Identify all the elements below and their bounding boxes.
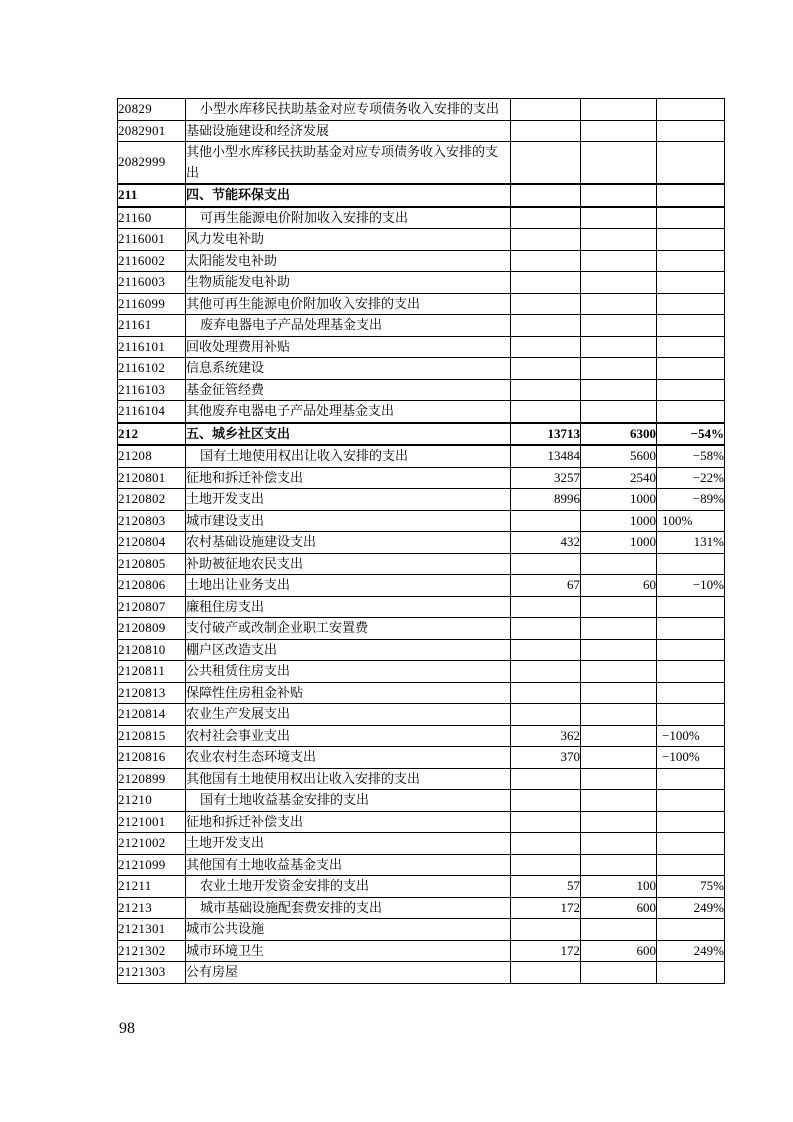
row-value2: 600	[581, 940, 657, 962]
row-value1	[511, 596, 581, 618]
row-item-name: 生物质能发电补助	[186, 272, 511, 294]
table-row	[118, 639, 725, 661]
row-code: 2116003	[118, 272, 186, 294]
row-value2: 1000	[581, 532, 657, 554]
row-percent-change	[657, 704, 725, 726]
row-value1	[511, 250, 581, 272]
table-row	[118, 876, 725, 898]
table-row	[118, 401, 725, 423]
row-item-name: 其他国有土地收益基金支出	[186, 854, 511, 876]
row-value2	[581, 293, 657, 315]
row-value2	[581, 618, 657, 640]
table-row	[118, 661, 725, 683]
row-code: 2121002	[118, 833, 186, 855]
row-code: 2121001	[118, 811, 186, 833]
table-row	[118, 575, 725, 597]
table-row	[118, 962, 725, 984]
row-value2	[581, 790, 657, 812]
row-code: 2120806	[118, 575, 186, 597]
row-value1	[511, 142, 581, 185]
row-code: 2082901	[118, 120, 186, 142]
row-code: 2120809	[118, 618, 186, 640]
row-percent-change	[657, 854, 725, 876]
table-row	[118, 184, 725, 207]
row-value2: 2540	[581, 467, 657, 489]
row-percent-change	[657, 358, 725, 380]
table-row	[118, 99, 725, 121]
row-code: 2120804	[118, 532, 186, 554]
row-value1	[511, 293, 581, 315]
row-item-name: 城市公共设施	[186, 919, 511, 941]
table-row	[118, 618, 725, 640]
row-percent-change	[657, 229, 725, 251]
row-value2: 600	[581, 897, 657, 919]
table-row	[118, 229, 725, 251]
table-row	[118, 811, 725, 833]
table-row	[118, 250, 725, 272]
row-value1	[511, 401, 581, 423]
table-row	[118, 358, 725, 380]
row-value2	[581, 229, 657, 251]
row-code: 2121303	[118, 962, 186, 984]
table-row	[118, 445, 725, 467]
row-value2	[581, 553, 657, 575]
row-percent-change	[657, 682, 725, 704]
row-code: 2120802	[118, 489, 186, 511]
row-value1: 8996	[511, 489, 581, 511]
row-code: 21160	[118, 207, 186, 229]
row-value1	[511, 768, 581, 790]
row-code: 2116102	[118, 358, 186, 380]
row-item-name: 基金征管经费	[186, 379, 511, 401]
row-percent-change: −89%	[657, 489, 725, 511]
row-value1	[511, 704, 581, 726]
row-value1	[511, 379, 581, 401]
row-percent-change	[657, 790, 725, 812]
row-percent-change	[657, 962, 725, 984]
row-item-name: 公共租赁住房支出	[186, 661, 511, 683]
row-value2	[581, 142, 657, 185]
row-percent-change	[657, 120, 725, 142]
row-value2	[581, 682, 657, 704]
row-value2	[581, 401, 657, 423]
budget-table-body	[118, 99, 725, 984]
row-value2	[581, 661, 657, 683]
row-code: 2120811	[118, 661, 186, 683]
table-row	[118, 379, 725, 401]
row-percent-change	[657, 336, 725, 358]
row-item-name: 其他国有土地使用权出让收入安排的支出	[186, 768, 511, 790]
row-percent-change	[657, 919, 725, 941]
row-item-name: 征地和拆迁补偿支出	[186, 467, 511, 489]
row-value1	[511, 919, 581, 941]
row-value1	[511, 99, 581, 121]
row-item-name: 公有房屋	[186, 962, 511, 984]
table-row	[118, 833, 725, 855]
row-value2	[581, 207, 657, 229]
row-item-name: 信息系统建设	[186, 358, 511, 380]
row-code: 2121302	[118, 940, 186, 962]
row-percent-change	[657, 272, 725, 294]
row-value1: 172	[511, 940, 581, 962]
row-code: 2120801	[118, 467, 186, 489]
row-item-name: 基础设施建设和经济发展	[186, 120, 511, 142]
page-number: 98	[119, 1020, 135, 1037]
row-value1: 57	[511, 876, 581, 898]
row-value2	[581, 315, 657, 337]
row-value2	[581, 747, 657, 769]
table-row	[118, 272, 725, 294]
row-percent-change	[657, 768, 725, 790]
row-percent-change: −54%	[657, 423, 725, 446]
row-code: 2120816	[118, 747, 186, 769]
row-value1	[511, 336, 581, 358]
row-value1	[511, 358, 581, 380]
row-item-name: 五、城乡社区支出	[186, 423, 511, 446]
row-item-name: 棚户区改造支出	[186, 639, 511, 661]
row-item-name: 城市基础设施配套费安排的支出	[186, 897, 511, 919]
row-value2	[581, 704, 657, 726]
row-percent-change: 249%	[657, 897, 725, 919]
row-percent-change: −22%	[657, 467, 725, 489]
row-value2	[581, 833, 657, 855]
row-value1	[511, 272, 581, 294]
row-item-name: 廉租住房支出	[186, 596, 511, 618]
row-value1	[511, 639, 581, 661]
table-row	[118, 897, 725, 919]
row-item-name: 小型水库移民扶助基金对应专项债务收入安排的支出	[186, 99, 511, 121]
row-code: 2120807	[118, 596, 186, 618]
row-code: 2116101	[118, 336, 186, 358]
row-percent-change	[657, 184, 725, 207]
row-value2	[581, 919, 657, 941]
row-value2	[581, 962, 657, 984]
row-item-name: 回收处理费用补贴	[186, 336, 511, 358]
row-item-name: 土地出让业务支出	[186, 575, 511, 597]
row-item-name: 征地和拆迁补偿支出	[186, 811, 511, 833]
row-item-name: 支付破产或改制企业职工安置费	[186, 618, 511, 640]
table-row	[118, 315, 725, 337]
row-code: 21213	[118, 897, 186, 919]
row-value1: 13713	[511, 423, 581, 446]
row-value1: 13484	[511, 445, 581, 467]
row-code: 2120803	[118, 510, 186, 532]
row-code: 2120815	[118, 725, 186, 747]
row-value2	[581, 336, 657, 358]
row-percent-change: −100%	[657, 725, 725, 747]
row-code: 211	[118, 184, 186, 207]
row-code: 21208	[118, 445, 186, 467]
table-row	[118, 467, 725, 489]
row-percent-change	[657, 618, 725, 640]
row-item-name: 农业生产发展支出	[186, 704, 511, 726]
row-value2	[581, 120, 657, 142]
row-item-name: 其他废弃电器电子产品处理基金支出	[186, 401, 511, 423]
row-percent-change	[657, 811, 725, 833]
row-value1: 362	[511, 725, 581, 747]
row-code: 2120810	[118, 639, 186, 661]
row-code: 2120814	[118, 704, 186, 726]
table-row	[118, 790, 725, 812]
row-item-name: 土地开发支出	[186, 489, 511, 511]
row-item-name: 农村基础设施建设支出	[186, 532, 511, 554]
row-code: 21211	[118, 876, 186, 898]
table-row	[118, 747, 725, 769]
row-value1	[511, 682, 581, 704]
row-percent-change	[657, 661, 725, 683]
row-code: 2120813	[118, 682, 186, 704]
row-value2	[581, 596, 657, 618]
table-row	[118, 682, 725, 704]
row-item-name: 城市环境卫生	[186, 940, 511, 962]
budget-table	[117, 98, 725, 984]
row-item-name: 太阳能发电补助	[186, 250, 511, 272]
row-item-name: 四、节能环保支出	[186, 184, 511, 207]
row-code: 2116103	[118, 379, 186, 401]
row-percent-change	[657, 596, 725, 618]
row-value1	[511, 854, 581, 876]
row-value2	[581, 99, 657, 121]
row-code: 2121301	[118, 919, 186, 941]
row-percent-change	[657, 207, 725, 229]
row-code: 2121099	[118, 854, 186, 876]
row-code: 2082999	[118, 142, 186, 185]
table-row	[118, 489, 725, 511]
table-row	[118, 704, 725, 726]
row-percent-change	[657, 639, 725, 661]
row-item-name: 国有土地收益基金安排的支出	[186, 790, 511, 812]
row-value2	[581, 854, 657, 876]
row-percent-change: −10%	[657, 575, 725, 597]
row-value2	[581, 272, 657, 294]
row-percent-change	[657, 833, 725, 855]
row-value1	[511, 315, 581, 337]
table-row	[118, 532, 725, 554]
table-row	[118, 919, 725, 941]
row-percent-change: 100%	[657, 510, 725, 532]
row-value2	[581, 811, 657, 833]
table-row	[118, 293, 725, 315]
row-value2	[581, 639, 657, 661]
row-value2	[581, 250, 657, 272]
row-item-name: 风力发电补助	[186, 229, 511, 251]
row-value2	[581, 725, 657, 747]
row-item-name: 国有土地使用权出让收入安排的支出	[186, 445, 511, 467]
row-code: 212	[118, 423, 186, 446]
row-value1	[511, 553, 581, 575]
row-code: 21161	[118, 315, 186, 337]
row-code: 2116099	[118, 293, 186, 315]
row-item-name: 农业土地开发资金安排的支出	[186, 876, 511, 898]
row-value1	[511, 790, 581, 812]
row-value2	[581, 358, 657, 380]
row-percent-change	[657, 553, 725, 575]
row-code: 21210	[118, 790, 186, 812]
table-row	[118, 207, 725, 229]
table-row	[118, 725, 725, 747]
table-row	[118, 423, 725, 446]
table-row	[118, 768, 725, 790]
row-code: 20829	[118, 99, 186, 121]
row-item-name: 其他小型水库移民扶助基金对应专项债务收入安排的支出	[186, 142, 511, 185]
table-row	[118, 510, 725, 532]
row-value2	[581, 184, 657, 207]
table-row	[118, 596, 725, 618]
row-item-name: 保障性住房租金补贴	[186, 682, 511, 704]
row-item-name: 农业农村生态环境支出	[186, 747, 511, 769]
row-value2: 100	[581, 876, 657, 898]
row-percent-change: 75%	[657, 876, 725, 898]
row-value1	[511, 811, 581, 833]
table-row	[118, 142, 725, 185]
row-value1	[511, 833, 581, 855]
row-percent-change	[657, 293, 725, 315]
row-percent-change: −100%	[657, 747, 725, 769]
row-percent-change	[657, 379, 725, 401]
row-percent-change	[657, 99, 725, 121]
row-code: 2116002	[118, 250, 186, 272]
row-value1: 67	[511, 575, 581, 597]
row-item-name: 废弃电器电子产品处理基金支出	[186, 315, 511, 337]
row-code: 2120805	[118, 553, 186, 575]
table-row	[118, 120, 725, 142]
row-item-name: 农村社会事业支出	[186, 725, 511, 747]
row-value1	[511, 661, 581, 683]
row-value2: 1000	[581, 489, 657, 511]
row-code: 2116001	[118, 229, 186, 251]
row-item-name: 城市建设支出	[186, 510, 511, 532]
row-value2	[581, 379, 657, 401]
row-percent-change: −58%	[657, 445, 725, 467]
row-value2: 5600	[581, 445, 657, 467]
row-value1	[511, 207, 581, 229]
row-value2: 6300	[581, 423, 657, 446]
row-value1	[511, 510, 581, 532]
row-value1: 172	[511, 897, 581, 919]
table-row	[118, 854, 725, 876]
row-percent-change	[657, 401, 725, 423]
row-value1: 432	[511, 532, 581, 554]
table-row	[118, 336, 725, 358]
row-value2: 60	[581, 575, 657, 597]
row-value2: 1000	[581, 510, 657, 532]
row-percent-change	[657, 250, 725, 272]
row-item-name: 其他可再生能源电价附加收入安排的支出	[186, 293, 511, 315]
row-value2	[581, 768, 657, 790]
row-code: 2116104	[118, 401, 186, 423]
row-item-name: 土地开发支出	[186, 833, 511, 855]
row-percent-change: 131%	[657, 532, 725, 554]
table-row	[118, 553, 725, 575]
row-percent-change	[657, 315, 725, 337]
row-item-name: 可再生能源电价附加收入安排的支出	[186, 207, 511, 229]
row-value1	[511, 229, 581, 251]
row-value1	[511, 962, 581, 984]
row-item-name: 补助被征地农民支出	[186, 553, 511, 575]
row-value1	[511, 184, 581, 207]
row-value1	[511, 618, 581, 640]
row-value1: 370	[511, 747, 581, 769]
row-value1	[511, 120, 581, 142]
row-code: 2120899	[118, 768, 186, 790]
table-row	[118, 940, 725, 962]
row-percent-change	[657, 142, 725, 185]
row-value1: 3257	[511, 467, 581, 489]
row-percent-change: 249%	[657, 940, 725, 962]
